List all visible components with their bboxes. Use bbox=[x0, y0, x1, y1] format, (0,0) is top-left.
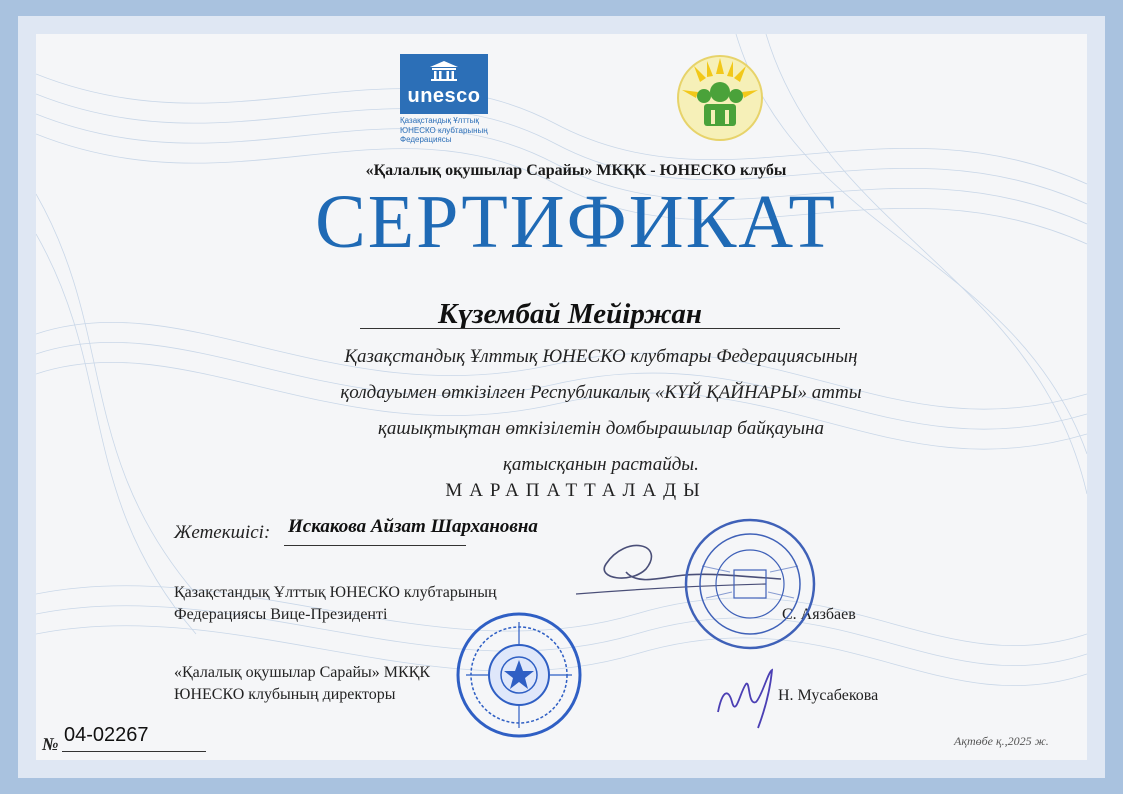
unesco-subtitle-line: ЮНЕСКО клубтарының bbox=[400, 125, 488, 135]
unesco-subtitle-line: Қазақстандық Ұлттық bbox=[400, 116, 479, 125]
unesco-subtitle-line: Федерациясы bbox=[400, 135, 452, 144]
body-line: қашықтықтан өткізілетін домбырашылар байқауына bbox=[377, 418, 825, 439]
signatory-1-name: С. Аязбаев bbox=[782, 606, 856, 623]
signatory-title-line: «Қалалық оқушылар Сарайы» МКҚК bbox=[174, 664, 431, 681]
signatory-title-line: Қазақстандық Ұлттық ЮНЕСКО клубтарының bbox=[174, 584, 497, 601]
supervisor-name: Искакова Айзат Шархановна bbox=[288, 516, 538, 537]
place-date: Ақтөбе қ.,2025 ж. bbox=[954, 734, 1049, 748]
certificate-number-underline bbox=[62, 751, 206, 752]
unesco-logo bbox=[400, 54, 488, 114]
certificate-title: СЕРТИФИКАТ bbox=[315, 180, 837, 264]
signatory-2-title bbox=[174, 662, 430, 706]
certificate-number-label: № bbox=[42, 734, 59, 754]
certificate-number: 04-02267 bbox=[64, 724, 149, 746]
signature-icon bbox=[712, 662, 792, 732]
body-line: Қазақстандық Ұлттық ЮНЕСКО клубтары Федерациясының bbox=[344, 346, 858, 367]
recipient-underline bbox=[360, 328, 840, 329]
unesco-subtitle bbox=[400, 116, 530, 145]
body-line: қолдауымен өткізілген Республикалық «КҮЙ ҚАЙНАРЫ» атты bbox=[340, 382, 862, 403]
signatory-2-name: Н. Мусабекова bbox=[778, 687, 879, 704]
kazakh-unesco-emblem-icon bbox=[674, 52, 766, 144]
unesco-temple-icon bbox=[429, 60, 459, 82]
supervisor-label: Жетекшісі: bbox=[174, 522, 271, 543]
signatory-title-line: Федерациясы Вице-Президенті bbox=[174, 606, 388, 623]
signatory-title-line: ЮНЕСКО клубының директоры bbox=[174, 686, 396, 703]
body-line: қатысқанын растайды. bbox=[503, 454, 699, 475]
supervisor-underline bbox=[284, 545, 466, 546]
round-stamp-icon bbox=[682, 516, 818, 652]
recipient-name: Күзембай Мейіржан bbox=[438, 298, 702, 330]
round-stamp-icon bbox=[454, 610, 584, 740]
certificate-body bbox=[276, 339, 926, 483]
award-text: МАРАПАТТАЛАДЫ bbox=[445, 480, 707, 501]
certificate-sheet bbox=[36, 34, 1087, 760]
organization-line: «Қалалық оқушылар Сарайы» МКҚК - ЮНЕСКО клубы bbox=[365, 162, 787, 179]
unesco-wordmark: unesco bbox=[407, 85, 481, 107]
signatory-1-title bbox=[174, 582, 497, 626]
